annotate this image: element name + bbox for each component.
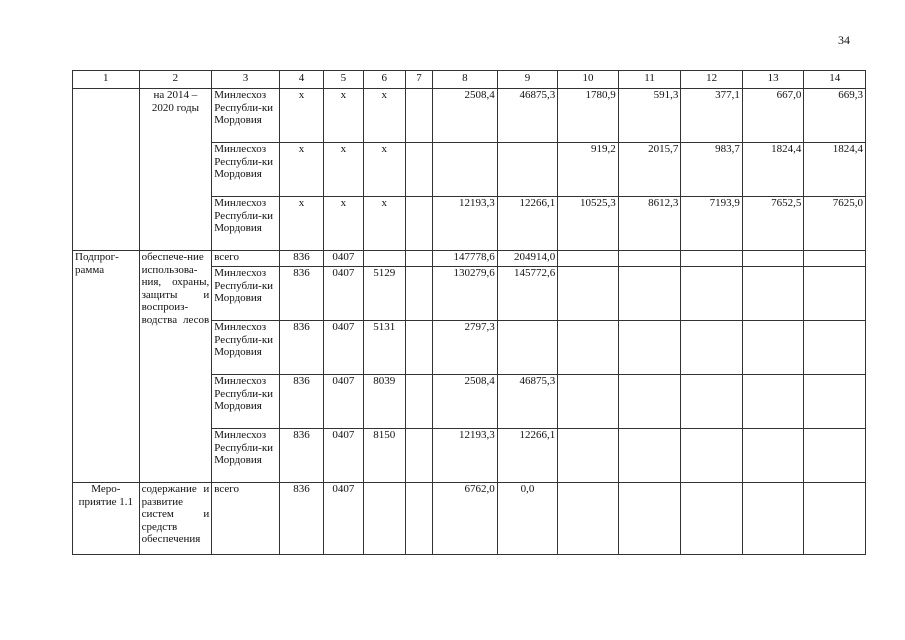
cell-executor: Минлесхоз Республи-ки Мордовия — [212, 321, 280, 375]
cell-value — [742, 251, 804, 267]
cell-value: 12266,1 — [497, 197, 558, 251]
cell-vr — [405, 197, 432, 251]
cell-grbs: х — [279, 89, 323, 143]
table-row — [73, 251, 866, 267]
header-cell: 6 — [363, 71, 405, 89]
cell-value: 667,0 — [742, 89, 804, 143]
cell-grbs: 836 — [279, 375, 323, 429]
cell-grbs: 836 — [279, 267, 323, 321]
cell-value — [804, 375, 866, 429]
cell-rzpr: х — [324, 89, 363, 143]
cell-value: 7652,5 — [742, 197, 804, 251]
cell-value — [681, 375, 743, 429]
header-cell: 8 — [433, 71, 498, 89]
cell-grbs: 836 — [279, 483, 323, 555]
cell-grbs: х — [279, 143, 323, 197]
cell-executor: всего — [212, 251, 280, 267]
page-number: 34 — [838, 33, 850, 47]
cell-value — [804, 251, 866, 267]
header-cell: 14 — [804, 71, 866, 89]
header-cell: 9 — [497, 71, 558, 89]
cell-value — [742, 321, 804, 375]
table-row — [73, 483, 866, 555]
cell-rzpr: 0407 — [324, 321, 363, 375]
cell-value: 145772,6 — [497, 267, 558, 321]
cell-value: 1824,4 — [804, 143, 866, 197]
cell-grbs: х — [279, 197, 323, 251]
cell-value — [681, 321, 743, 375]
cell-value — [804, 267, 866, 321]
cell-vr — [405, 375, 432, 429]
cell-value: 377,1 — [681, 89, 743, 143]
cell-value: 8612,3 — [618, 197, 681, 251]
cell-value: 1780,9 — [558, 89, 619, 143]
cell-value: 7193,9 — [681, 197, 743, 251]
cell-value — [618, 429, 681, 483]
header-cell: 11 — [618, 71, 681, 89]
cell-executor: Минлесхоз Республи-ки Мордовия — [212, 197, 280, 251]
cell-vr — [405, 251, 432, 267]
cell-empty — [73, 89, 140, 251]
cell-rzpr: х — [324, 197, 363, 251]
cell-value — [618, 375, 681, 429]
cell-value — [558, 267, 619, 321]
cell-value: 130279,6 — [433, 267, 498, 321]
cell-value — [618, 483, 681, 555]
cell-value: 0,0 — [497, 483, 558, 555]
cell-value — [681, 429, 743, 483]
cell-vr — [405, 89, 432, 143]
cell-vr — [405, 321, 432, 375]
header-cell: 7 — [405, 71, 432, 89]
cell-executor: Минлесхоз Республи-ки Мордовия — [212, 89, 280, 143]
cell-value: 2797,3 — [433, 321, 498, 375]
cell-grbs: 836 — [279, 429, 323, 483]
cell-executor: Минлесхоз Республи-ки Мордовия — [212, 375, 280, 429]
cell-rzpr: 0407 — [324, 251, 363, 267]
cell-value — [558, 321, 619, 375]
cell-rzpr: х — [324, 143, 363, 197]
cell-value — [558, 429, 619, 483]
cell-csr: х — [363, 143, 405, 197]
cell-grbs: 836 — [279, 251, 323, 267]
cell-executor: всего — [212, 483, 280, 555]
cell-value — [618, 321, 681, 375]
cell-value: 1824,4 — [742, 143, 804, 197]
header-cell: 1 — [73, 71, 140, 89]
header-cell: 2 — [139, 71, 212, 89]
cell-csr: 5131 — [363, 321, 405, 375]
cell-value: 669,3 — [804, 89, 866, 143]
cell-subprogram-name: обеспече-ние использова-ния, охраны, защиты и воспроиз-водства лесов — [139, 251, 212, 483]
header-cell: 10 — [558, 71, 619, 89]
cell-value — [433, 143, 498, 197]
cell-csr: х — [363, 197, 405, 251]
header-cell: 12 — [681, 71, 743, 89]
cell-vr — [405, 483, 432, 555]
cell-value — [558, 251, 619, 267]
header-cell: 13 — [742, 71, 804, 89]
cell-value: 983,7 — [681, 143, 743, 197]
header-cell: 5 — [324, 71, 363, 89]
cell-value — [681, 251, 743, 267]
cell-value — [681, 267, 743, 321]
cell-value: 2015,7 — [618, 143, 681, 197]
cell-program-period: на 2014 – 2020 годы — [139, 89, 212, 251]
cell-rzpr: 0407 — [324, 429, 363, 483]
cell-activity-name: содержание и развитие систем и средств обеспечения — [139, 483, 212, 555]
cell-value: 919,2 — [558, 143, 619, 197]
cell-value: 12193,3 — [433, 429, 498, 483]
cell-csr: 8150 — [363, 429, 405, 483]
cell-value — [618, 267, 681, 321]
cell-value: 204914,0 — [497, 251, 558, 267]
cell-value: 2508,4 — [433, 375, 498, 429]
cell-executor: Минлесхоз Республи-ки Мордовия — [212, 143, 280, 197]
cell-value: 7625,0 — [804, 197, 866, 251]
cell-csr — [363, 251, 405, 267]
cell-value — [497, 143, 558, 197]
cell-value — [558, 483, 619, 555]
cell-value — [742, 483, 804, 555]
cell-value — [804, 321, 866, 375]
cell-value — [742, 375, 804, 429]
table-row — [73, 89, 866, 143]
cell-value — [804, 483, 866, 555]
cell-value: 147778,6 — [433, 251, 498, 267]
cell-value — [497, 321, 558, 375]
cell-value — [742, 429, 804, 483]
cell-value: 10525,3 — [558, 197, 619, 251]
cell-rzpr: 0407 — [324, 267, 363, 321]
cell-grbs: 836 — [279, 321, 323, 375]
cell-status: Меро-приятие 1.1 — [73, 483, 140, 555]
cell-value: 46875,3 — [497, 89, 558, 143]
cell-value: 12193,3 — [433, 197, 498, 251]
header-row — [73, 71, 866, 89]
cell-value: 2508,4 — [433, 89, 498, 143]
cell-csr: х — [363, 89, 405, 143]
cell-csr: 8039 — [363, 375, 405, 429]
cell-value — [742, 267, 804, 321]
cell-value: 46875,3 — [497, 375, 558, 429]
cell-rzpr: 0407 — [324, 483, 363, 555]
cell-status: Подпрог-рамма — [73, 251, 140, 483]
cell-executor: Минлесхоз Республи-ки Мордовия — [212, 267, 280, 321]
cell-value: 591,3 — [618, 89, 681, 143]
cell-executor: Минлесхоз Республи-ки Мордовия — [212, 429, 280, 483]
cell-vr — [405, 143, 432, 197]
cell-value — [804, 429, 866, 483]
cell-value — [681, 483, 743, 555]
cell-vr — [405, 267, 432, 321]
budget-table — [72, 70, 866, 555]
cell-rzpr: 0407 — [324, 375, 363, 429]
cell-value: 12266,1 — [497, 429, 558, 483]
cell-csr — [363, 483, 405, 555]
header-cell: 4 — [279, 71, 323, 89]
cell-csr: 5129 — [363, 267, 405, 321]
cell-value — [618, 251, 681, 267]
cell-value: 6762,0 — [433, 483, 498, 555]
cell-vr — [405, 429, 432, 483]
header-cell: 3 — [212, 71, 280, 89]
cell-value — [558, 375, 619, 429]
